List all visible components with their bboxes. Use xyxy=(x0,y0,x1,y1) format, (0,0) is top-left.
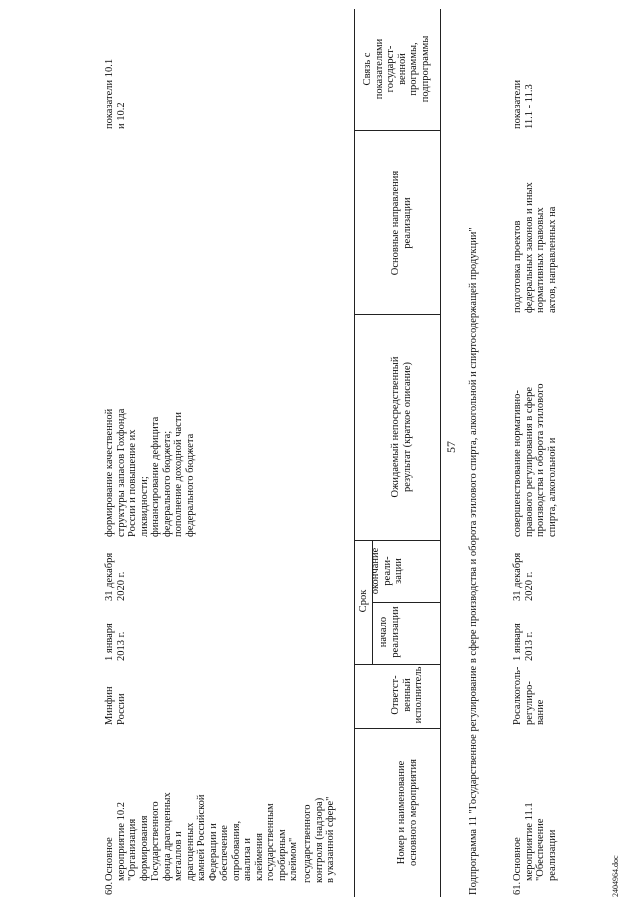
column-rule xyxy=(354,130,440,131)
header-direction: Основные направления реализации xyxy=(390,170,413,276)
header-result: Ожидаемый непосредственный результат (краткое описание) xyxy=(390,356,413,498)
table-header-rule xyxy=(440,9,441,897)
row-executor: Росалкоголь- регулиро- вание xyxy=(512,666,546,725)
continued-row-text: государственного контроля (надзора) в указанной сфере" xyxy=(302,796,336,883)
document-reference: 2404964.doc xyxy=(611,855,620,897)
row-start: 1 января 2013 г. xyxy=(512,623,535,661)
page-number: 57 xyxy=(444,441,458,453)
term-divider-rule xyxy=(372,541,373,665)
row-number: 60. xyxy=(104,881,115,895)
column-rule xyxy=(354,314,440,315)
row-direction: подготовка проектов федеральных законов и иных нормативных правовых актов, направленных на xyxy=(512,182,558,313)
header-term: Срок xyxy=(358,589,369,613)
row-result: совершенствование нормативно- правового регулирования в сфере производства и оборота этилового спирта, алкогольной и xyxy=(512,383,558,537)
row-executor: Минфин России xyxy=(104,686,127,725)
column-rule xyxy=(354,540,440,541)
row-name: Основное мероприятие 11.1 "Обеспечение реализации xyxy=(512,802,558,881)
row-link: показатели 11.1 - 11.3 xyxy=(512,79,535,129)
row-name: Основное мероприятие 10.2 "Организация формирования Государственного фонда драгоценных металлов и драгоценных камней Российской Федерации и обеспечение опробования, анализа и клеймения государственным пробирным клеймом" xyxy=(104,792,299,881)
header-link: Связь с показателями государст- венной программы, подпрограммы xyxy=(362,35,431,103)
column-rule xyxy=(372,602,440,603)
table-top-rule xyxy=(354,9,355,897)
row-start: 1 января 2013 г. xyxy=(104,623,127,661)
row-end: 31 декабря 2020 г. xyxy=(104,552,127,601)
row-link: показатели 10.1 и 10.2 xyxy=(104,58,127,129)
header-executor: Ответст- венный исполнитель xyxy=(390,666,424,724)
column-rule xyxy=(354,664,440,665)
subprogram-heading: Подпрограмма 11 "Государственное регулирование в сфере производства и оборота этилового спирта, алкогольной и спиртосодержащей продукции" xyxy=(468,227,479,895)
header-start: начало реализации xyxy=(378,606,401,658)
row-end: 31 декабря 2020 г. xyxy=(512,552,535,601)
header-name: Номер и наименование основного мероприятия xyxy=(396,759,419,866)
header-end: окончание реали- зации xyxy=(370,547,404,595)
column-rule xyxy=(354,728,440,729)
row-result: формирование качественной структуры запасов Гохфонда России и повышение их ликвидности; финансирование дефицита федерального бюджета; пополнение доходной части федерального бюджета xyxy=(104,408,196,537)
row-number: 61. xyxy=(512,881,523,895)
